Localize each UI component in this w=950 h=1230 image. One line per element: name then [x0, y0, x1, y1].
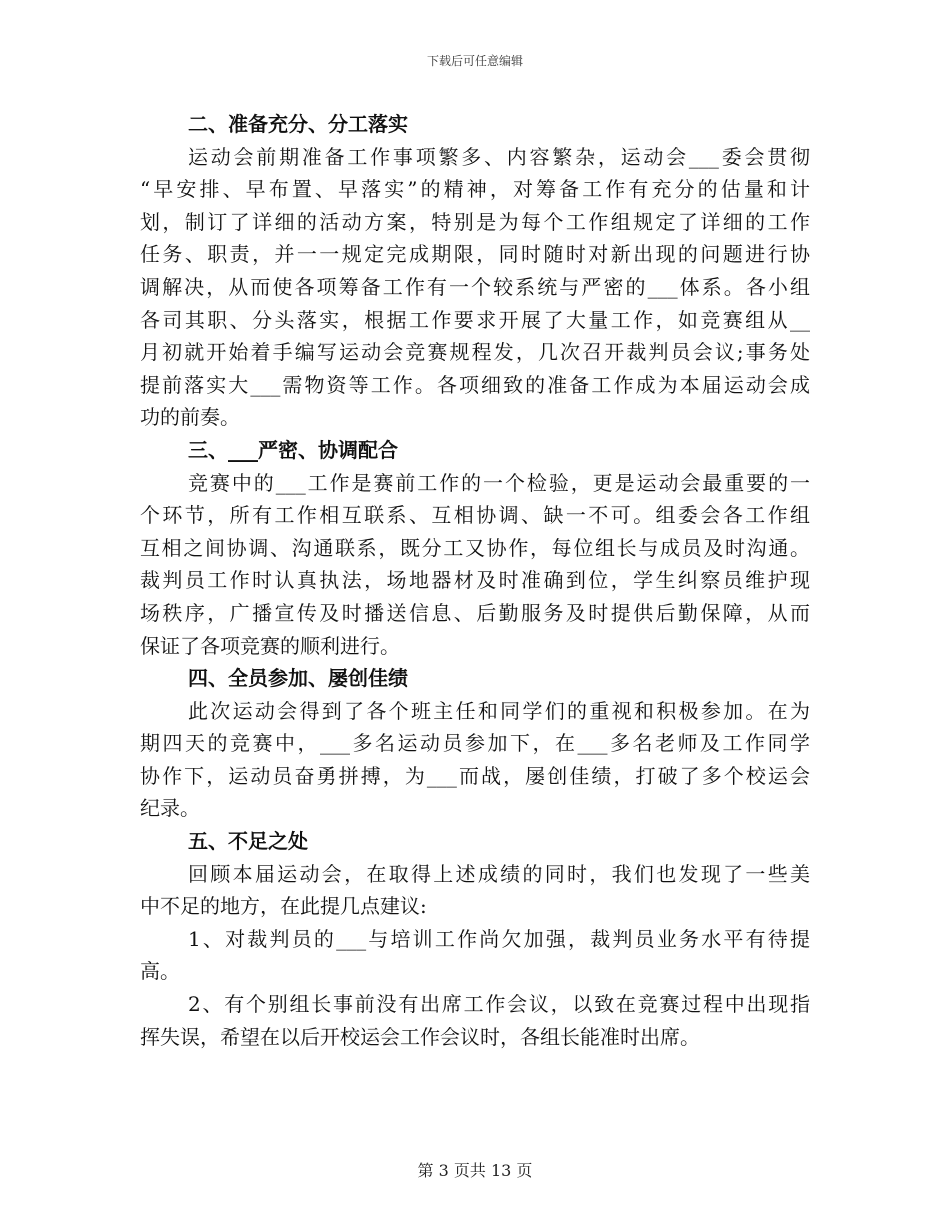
paragraph-line: 此次运动会得到了各个班主任和同学们的重视和积极参加。在为 [188, 698, 810, 723]
page-footer: 第 3 页共 13 页 [417, 1161, 533, 1180]
paragraph-line: 回顾本届运动会，在取得上述成绩的同时，我们也发现了一些美 [188, 861, 810, 886]
section-heading-3: 三、___严密、协调配合 [188, 437, 398, 462]
paragraph-line: 纪录。 [140, 796, 200, 821]
list-item-2: 2、有个别组长事前没有出席工作会议，以致在竞赛过程中出现指 [188, 992, 810, 1017]
list-item-1: 1、对裁判员的___与培训工作尚欠加强，裁判员业务水平有待提 [188, 926, 810, 951]
paragraph-line: 期四天的竞赛中，___多名运动员参加下，在___多名老师及工作同学 [140, 731, 810, 756]
paragraph-line: 提前落实大___需物资等工作。各项细致的准备工作成为本届运动会成 [140, 372, 810, 397]
paragraph-line: 协作下，运动员奋勇拼搏，为___而战，屡创佳绩，打破了多个校运会 [140, 763, 810, 788]
section-heading-4: 四、全员参加、屡创佳绩 [188, 666, 408, 691]
page-header: 下载后可任意编辑 [426, 54, 523, 68]
paragraph-line: 调解决，从而使各项筹备工作有一个较系统与严密的___体系。各小组 [140, 274, 810, 299]
paragraph-line: 挥失误，希望在以后开校运会工作会议时，各组长能准时出席。 [140, 1024, 700, 1049]
document-body [140, 108, 810, 1053]
paragraph-line: 各司其职、分头落实，根据工作要求开展了大量工作，如竞赛组从__ [140, 307, 810, 332]
paragraph-line: 互相之间协调、沟通联系，既分工又协作，每位组长与成员及时沟通。 [140, 535, 810, 560]
paragraph-line: 竞赛中的___工作是赛前工作的一个检验，更是运动会最重要的一 [188, 470, 810, 495]
paragraph-line: 保证了各项竞赛的顺利进行。 [140, 633, 400, 658]
paragraph-line: 任务、职责，并一一规定完成期限，同时随时对新出现的问题进行协 [140, 242, 810, 267]
paragraph-line: 高。 [140, 959, 180, 984]
paragraph-line: 运动会前期准备工作事项繁多、内容繁杂，运动会___委会贯彻 [188, 144, 810, 169]
section-heading-5: 五、不足之处 [188, 829, 308, 854]
paragraph-line: “早安排、早布置、早落实”的精神，对筹备工作有充分的估量和计 [140, 177, 810, 202]
paragraph-line: 功的前奏。 [140, 405, 240, 430]
paragraph-line: 中不足的地方，在此提几点建议: [140, 894, 427, 919]
paragraph-line: 月初就开始着手编写运动会竞赛规程发，几次召开裁判员会议;事务处 [140, 340, 810, 365]
section-heading-2: 二、准备充分、分工落实 [188, 112, 408, 136]
paragraph-line: 划，制订了详细的活动方案，特别是为每个工作组规定了详细的工作 [140, 209, 810, 234]
paragraph-line: 裁判员工作时认真执法，场地器材及时准确到位，学生纠察员维护现 [140, 568, 810, 593]
paragraph-line: 个环节，所有工作相互联系、互相协调、缺一不可。组委会各工作组 [140, 503, 810, 528]
paragraph-line: 场秩序，广播宣传及时播送信息、后勤服务及时提供后勤保障，从而 [140, 600, 810, 625]
